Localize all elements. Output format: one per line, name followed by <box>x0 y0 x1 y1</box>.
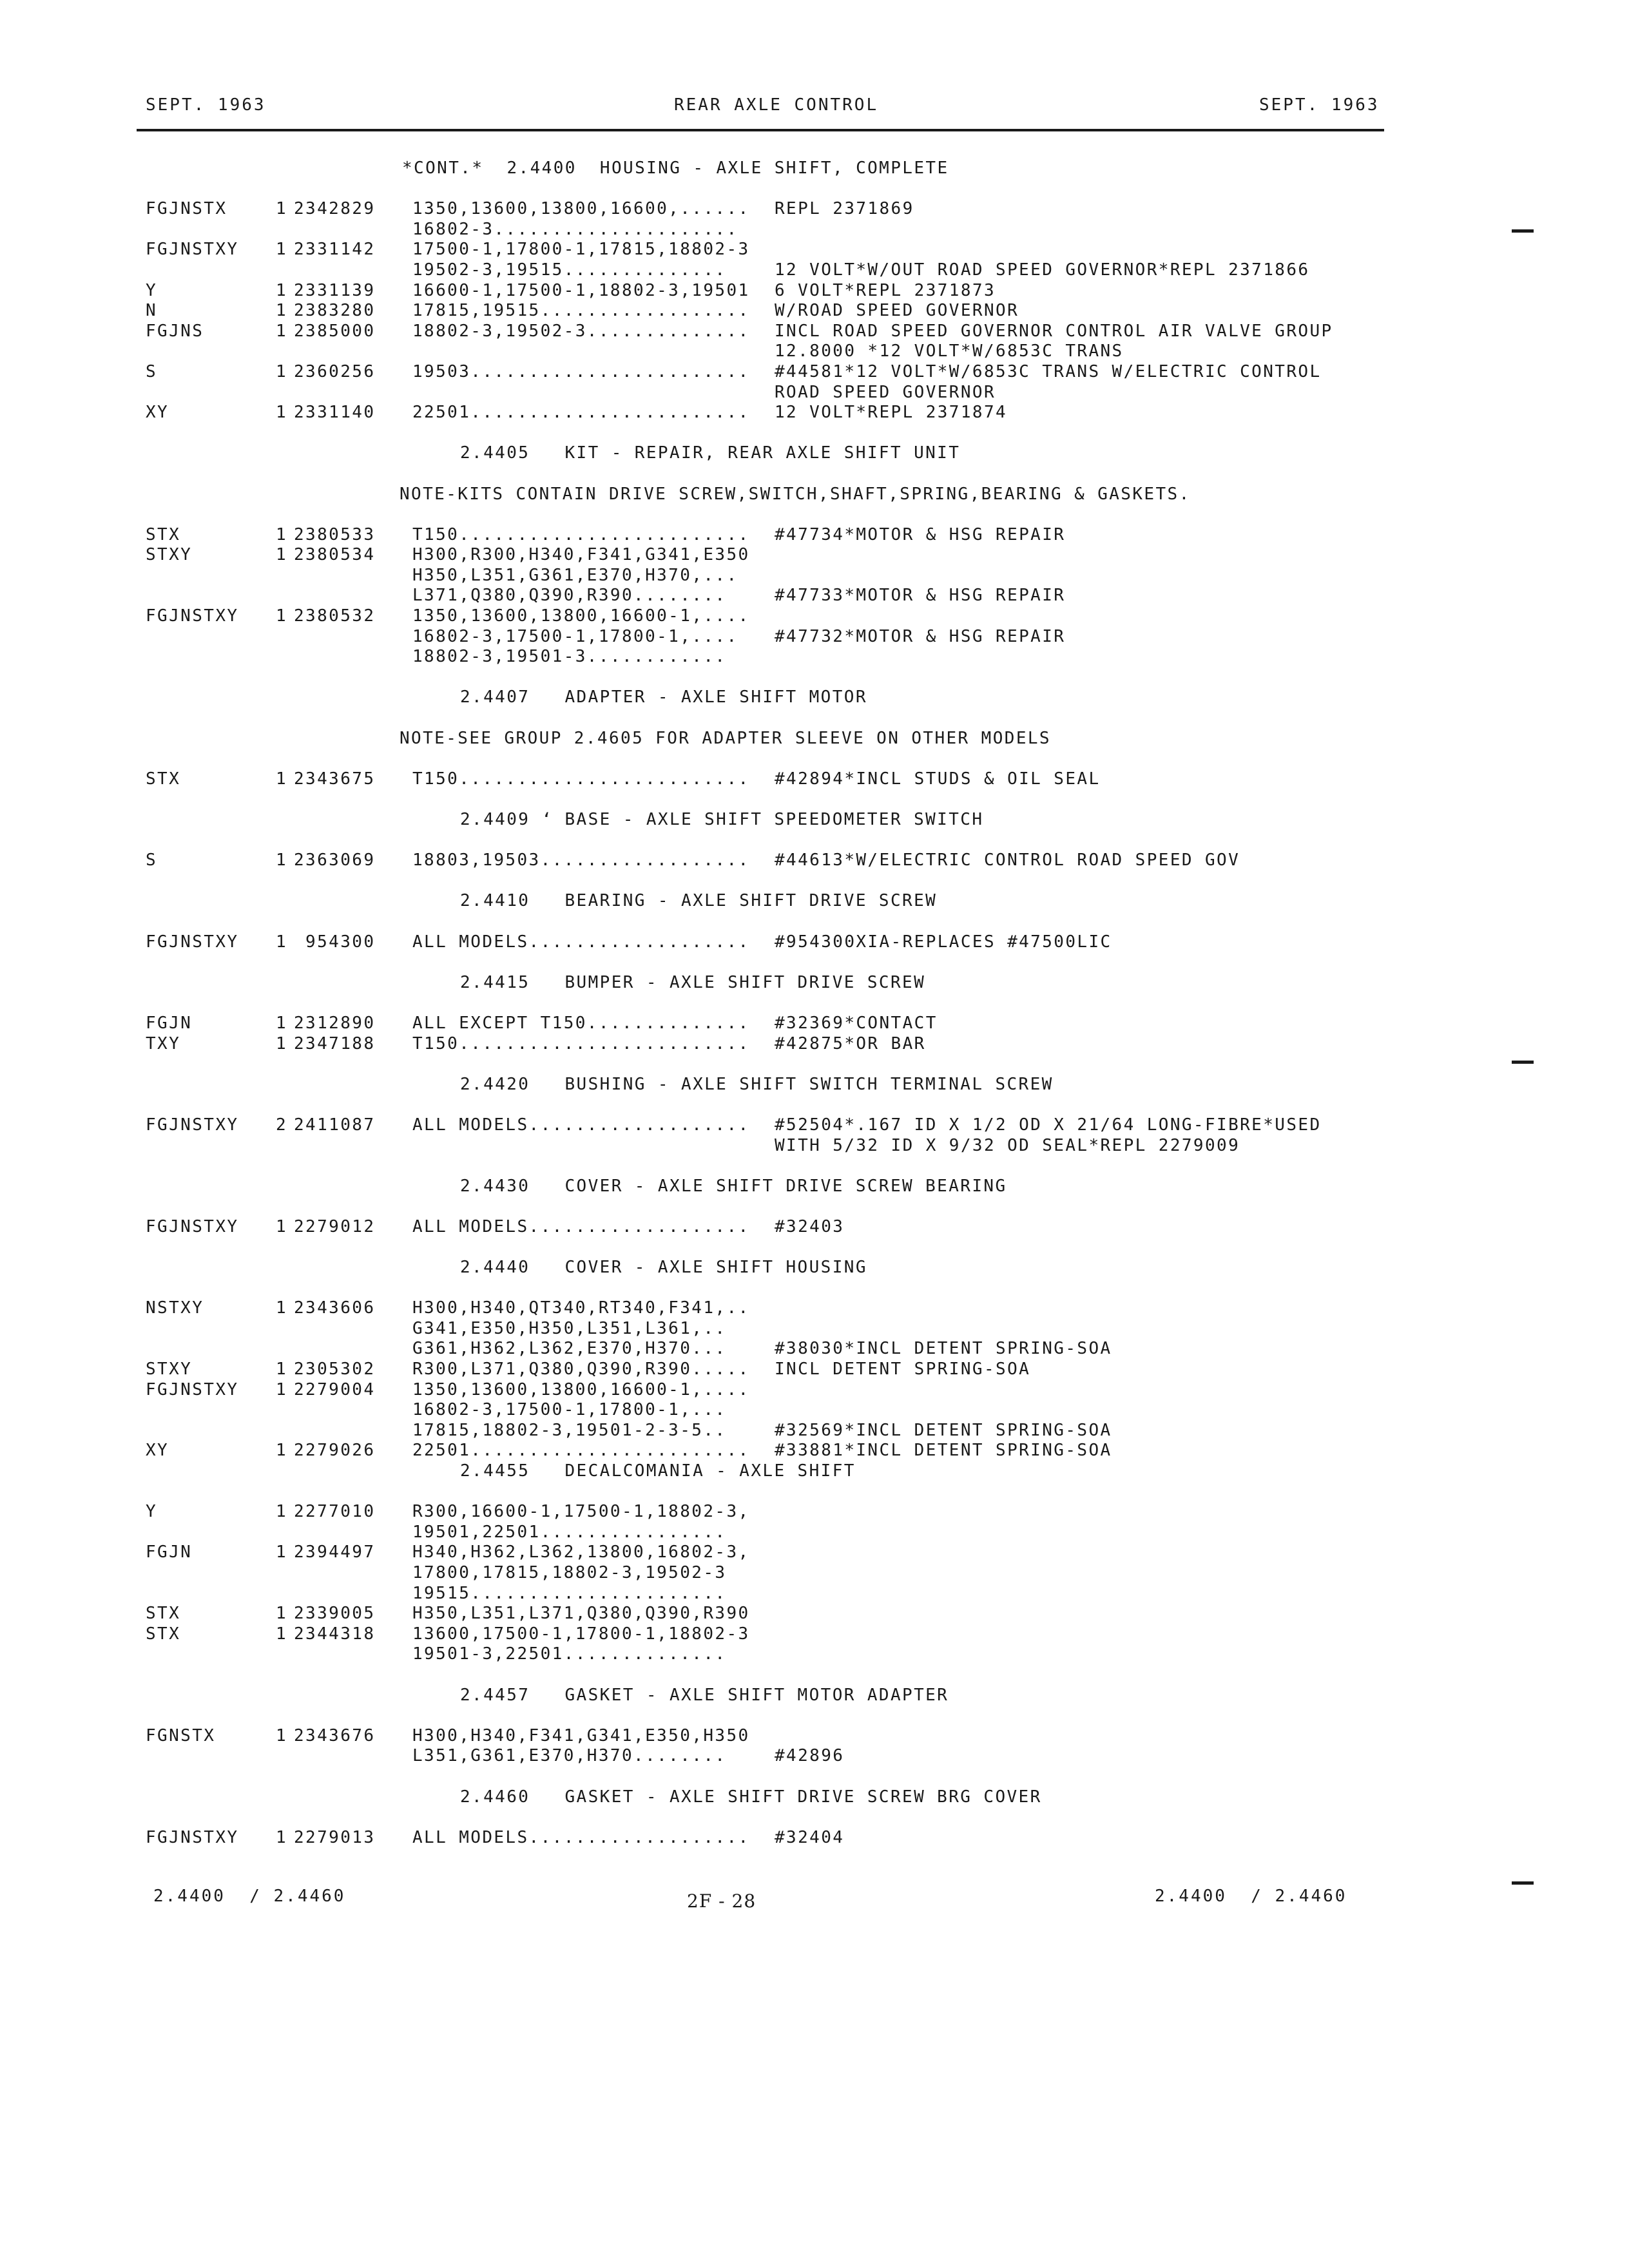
part-number: 2279012 <box>294 1216 376 1236</box>
part-number: 2279013 <box>294 1827 376 1847</box>
part-row <box>146 545 1333 566</box>
section-note <box>146 729 1333 749</box>
part-number: 2331139 <box>294 280 376 300</box>
quantity: 1 <box>276 769 288 789</box>
applicable-models: H350,L351,L371,Q380,Q390,R390 <box>412 1604 750 1624</box>
model-codes: FGJNSTXY <box>146 240 239 260</box>
footer-range-left: 2.4400 / 2.4460 <box>153 1887 346 1906</box>
header-date-right: SEPT. 1963 <box>1259 95 1380 115</box>
blank-line <box>146 1054 1333 1075</box>
applicable-models: T150......................... <box>412 1033 750 1053</box>
description-continued <box>146 383 1333 403</box>
blank-line <box>146 423 1333 444</box>
model-codes: Y <box>146 1502 158 1522</box>
part-row-continued <box>146 1421 1333 1441</box>
model-codes: XY <box>146 1441 169 1461</box>
quantity: 1 <box>276 850 288 870</box>
part-row <box>146 1115 1333 1136</box>
applicable-models: 17500-1,17800-1,17815,18802-3 <box>412 240 750 260</box>
quantity: 1 <box>276 1360 288 1379</box>
part-row-continued <box>146 566 1333 586</box>
part-row-continued <box>146 1563 1333 1584</box>
part-number: 2343676 <box>294 1725 376 1745</box>
model-codes: STX <box>146 1604 181 1624</box>
part-number: 2343675 <box>294 769 376 789</box>
blank-line <box>146 1156 1333 1177</box>
part-description: #44613*W/ELECTRIC CONTROL ROAD SPEED GOV <box>775 850 1240 870</box>
part-row <box>146 1502 1333 1523</box>
part-row <box>146 1604 1333 1624</box>
part-number: 2277010 <box>294 1502 376 1522</box>
section-heading <box>146 973 1333 994</box>
applicable-models: 19515...................... <box>412 1583 727 1603</box>
part-row-continued <box>146 1339 1333 1360</box>
part-number: 2347188 <box>294 1033 376 1053</box>
applicable-models: 19503........................ <box>412 361 750 381</box>
part-number: 2344318 <box>294 1624 376 1644</box>
part-row-continued <box>146 1746 1333 1767</box>
quantity: 1 <box>276 403 288 423</box>
margin-mark <box>1512 1061 1534 1064</box>
part-row <box>146 1380 1333 1401</box>
quantity: 1 <box>276 1502 288 1522</box>
part-description: #32403 <box>775 1216 845 1236</box>
part-row <box>146 850 1333 871</box>
applicable-models: ALL MODELS................... <box>412 1827 750 1847</box>
section-heading <box>146 159 1333 179</box>
section-heading <box>146 1686 1333 1706</box>
applicable-models: L371,Q380,Q390,R390........ <box>412 586 727 606</box>
quantity: 1 <box>276 524 288 544</box>
model-codes: S <box>146 850 158 870</box>
margin-mark <box>1512 229 1534 233</box>
model-codes: FGJNSTXY <box>146 1379 239 1399</box>
blank-line <box>146 505 1333 525</box>
part-description: #954300XIA-REPLACES #47500LIC <box>775 932 1112 952</box>
section-title: 2.4405 KIT - REPAIR, REAR AXLE SHIFT UNIT <box>460 443 961 463</box>
applicable-models: ALL MODELS................... <box>412 932 750 952</box>
part-description: 6 VOLT*REPL 2371873 <box>775 280 996 300</box>
model-codes: XY <box>146 403 169 423</box>
part-number: 2342829 <box>294 199 376 219</box>
part-row-continued <box>146 586 1333 606</box>
part-row <box>146 1298 1333 1319</box>
section-heading <box>146 1177 1333 1197</box>
part-row <box>146 525 1333 546</box>
model-codes: FGJNS <box>146 321 204 341</box>
part-number: 2380534 <box>294 545 376 565</box>
applicable-models: 16802-3,17500-1,17800-1,.... <box>412 626 738 646</box>
model-codes: STXY <box>146 1360 193 1379</box>
model-codes: STXY <box>146 545 193 565</box>
applicable-models: 16802-3..................... <box>412 219 738 239</box>
model-codes: FGJNSTXY <box>146 932 239 952</box>
model-codes: STX <box>146 769 181 789</box>
blank-line <box>146 179 1333 200</box>
blank-line <box>146 1807 1333 1828</box>
part-description: #32404 <box>775 1827 845 1847</box>
applicable-models: G341,E350,H350,L351,L361,.. <box>412 1318 727 1338</box>
section-heading <box>146 443 1333 464</box>
part-row <box>146 199 1333 220</box>
applicable-models: R300,L371,Q380,Q390,R390..... <box>412 1360 750 1379</box>
model-codes: FGJNSTXY <box>146 1827 239 1847</box>
model-codes: TXY <box>146 1033 181 1053</box>
applicable-models: 13600,17500-1,17800-1,18802-3 <box>412 1624 750 1644</box>
part-row <box>146 606 1333 627</box>
part-description: #42894*INCL STUDS & OIL SEAL <box>775 769 1101 789</box>
part-description: #32369*CONTACT <box>775 1013 938 1033</box>
section-title: *CONT.* 2.4400 HOUSING - AXLE SHIFT, COMPLETE <box>402 159 949 178</box>
section-heading <box>146 1461 1333 1482</box>
part-description: WITH 5/32 ID X 9/32 OD SEAL*REPL 2279009 <box>775 1135 1240 1155</box>
part-row <box>146 1828 1333 1849</box>
part-number: 2360256 <box>294 361 376 381</box>
model-codes: FGJNSTXY <box>146 1216 239 1236</box>
part-row-continued <box>146 1584 1333 1604</box>
blank-line <box>146 1095 1333 1115</box>
section-title: 2.4410 BEARING - AXLE SHIFT DRIVE SCREW <box>460 891 938 911</box>
part-row <box>146 1014 1333 1034</box>
blank-line <box>146 993 1333 1014</box>
quantity: 1 <box>276 301 288 321</box>
blank-line <box>146 464 1333 485</box>
part-row <box>146 1441 1333 1461</box>
part-row <box>146 1726 1333 1747</box>
note-text: NOTE-KITS CONTAIN DRIVE SCREW,SWITCH,SHAFT,SPRING,BEARING & GASKETS. <box>400 484 1191 504</box>
part-number: 2339005 <box>294 1604 376 1624</box>
part-row <box>146 1624 1333 1645</box>
part-row-continued <box>146 260 1333 281</box>
quantity: 1 <box>276 321 288 341</box>
blank-line <box>146 1706 1333 1726</box>
part-description: INCL DETENT SPRING-SOA <box>775 1360 1031 1379</box>
applicable-models: 22501........................ <box>412 1441 750 1461</box>
section-title: 2.4407 ADAPTER - AXLE SHIFT MOTOR <box>460 687 867 707</box>
quantity: 1 <box>276 280 288 300</box>
quantity: 1 <box>276 1624 288 1644</box>
part-description: 12 VOLT*W/OUT ROAD SPEED GOVERNOR*REPL 2371866 <box>775 260 1310 280</box>
blank-line <box>146 952 1333 973</box>
quantity: 1 <box>276 361 288 381</box>
quantity: 1 <box>276 1441 288 1461</box>
blank-line <box>146 831 1333 851</box>
quantity: 1 <box>276 1604 288 1624</box>
part-row <box>146 403 1333 423</box>
applicable-models: G361,H362,L362,E370,H370... <box>412 1339 727 1359</box>
model-codes: FGJNSTXY <box>146 1115 239 1135</box>
section-title: 2.4457 GASKET - AXLE SHIFT MOTOR ADAPTER <box>460 1685 949 1705</box>
applicable-models: 16802-3,17500-1,17800-1,... <box>412 1400 727 1420</box>
part-number: 2279004 <box>294 1379 376 1399</box>
section-title: 2.4440 COVER - AXLE SHIFT HOUSING <box>460 1258 867 1278</box>
quantity: 1 <box>276 1298 288 1318</box>
model-codes: NSTXY <box>146 1298 204 1318</box>
applicable-models: 22501........................ <box>412 403 750 423</box>
part-number: 2411087 <box>294 1115 376 1135</box>
section-heading <box>146 891 1333 912</box>
applicable-models: T150......................... <box>412 524 750 544</box>
part-number: 2305302 <box>294 1360 376 1379</box>
part-row <box>146 1217 1333 1238</box>
quantity: 1 <box>276 1379 288 1399</box>
blank-line <box>146 1237 1333 1258</box>
applicable-models: 1350,13600,13800,16600-1,.... <box>412 1379 750 1399</box>
section-title: 2.4430 COVER - AXLE SHIFT DRIVE SCREW BEARING <box>460 1176 1007 1196</box>
part-number: 954300 <box>294 932 376 952</box>
applicable-models: 18802-3,19502-3.............. <box>412 321 750 341</box>
applicable-models: 17815,18802-3,19501-2-3-5.. <box>412 1420 727 1440</box>
blank-line <box>146 912 1333 932</box>
part-number: 2279026 <box>294 1441 376 1461</box>
model-codes: FGJNSTX <box>146 199 227 219</box>
quantity: 1 <box>276 199 288 219</box>
part-description: #52504*.167 ID X 1/2 OD X 21/64 LONG-FIBRE*USED <box>775 1115 1322 1135</box>
section-heading <box>146 1258 1333 1278</box>
blank-line <box>146 708 1333 729</box>
part-description: #44581*12 VOLT*W/6853C TRANS W/ELECTRIC CONTROL <box>775 361 1322 381</box>
quantity: 1 <box>276 606 288 626</box>
description-continued <box>146 341 1333 362</box>
section-heading <box>146 810 1333 831</box>
section-title: 2.4415 BUMPER - AXLE SHIFT DRIVE SCREW <box>460 972 926 992</box>
applicable-models: R300,16600-1,17500-1,18802-3, <box>412 1502 750 1522</box>
blank-line <box>146 1482 1333 1503</box>
applicable-models: 16600-1,17500-1,18802-3,19501 <box>412 280 750 300</box>
model-codes: FGJN <box>146 1542 193 1562</box>
model-codes: FGJN <box>146 1013 193 1033</box>
model-codes: STX <box>146 1624 181 1644</box>
part-number: 2312890 <box>294 1013 376 1033</box>
applicable-models: 1350,13600,13800,16600,...... <box>412 199 750 219</box>
applicable-models: H300,R300,H340,F341,G341,E350 <box>412 545 750 565</box>
applicable-models: H350,L351,G361,E370,H370,... <box>412 565 738 585</box>
part-row <box>146 240 1333 260</box>
part-row <box>146 281 1333 302</box>
part-number: 2385000 <box>294 321 376 341</box>
blank-line <box>146 668 1333 688</box>
part-description: INCL ROAD SPEED GOVERNOR CONTROL AIR VALVE GROUP <box>775 321 1333 341</box>
footer-page-number: 2F - 28 <box>687 1890 757 1912</box>
margin-mark <box>1512 1881 1534 1885</box>
part-description: #32569*INCL DETENT SPRING-SOA <box>775 1420 1112 1440</box>
model-codes: N <box>146 301 158 321</box>
part-number: 2363069 <box>294 850 376 870</box>
part-row-continued <box>146 1523 1333 1543</box>
quantity: 1 <box>276 1033 288 1053</box>
part-row-continued <box>146 1319 1333 1340</box>
applicable-models: 17800,17815,18802-3,19502-3 <box>412 1562 727 1582</box>
header-rule <box>137 129 1384 131</box>
part-row <box>146 1360 1333 1380</box>
part-description: #47732*MOTOR & HSG REPAIR <box>775 626 1066 646</box>
applicable-models: T150......................... <box>412 769 750 789</box>
blank-line <box>146 789 1333 810</box>
part-description: ROAD SPEED GOVERNOR <box>775 382 996 402</box>
part-row <box>146 769 1333 790</box>
section-title: 2.4455 DECALCOMANIA - AXLE SHIFT <box>460 1461 856 1481</box>
quantity: 1 <box>276 1725 288 1745</box>
section-heading <box>146 1787 1333 1808</box>
section-title: 2.4460 GASKET - AXLE SHIFT DRIVE SCREW BRG COVER <box>460 1787 1042 1807</box>
quantity: 1 <box>276 932 288 952</box>
applicable-models: ALL MODELS................... <box>412 1216 750 1236</box>
applicable-models: H300,H340,F341,G341,E350,H350 <box>412 1725 750 1745</box>
part-number: 2380532 <box>294 606 376 626</box>
quantity: 1 <box>276 1216 288 1236</box>
part-description: #38030*INCL DETENT SPRING-SOA <box>775 1339 1112 1359</box>
blank-line <box>146 1278 1333 1299</box>
part-row <box>146 932 1333 953</box>
section-title: 2.4420 BUSHING - AXLE SHIFT SWITCH TERMINAL SCREW <box>460 1074 1054 1094</box>
model-codes: Y <box>146 280 158 300</box>
part-row <box>146 1542 1333 1563</box>
blank-line <box>146 871 1333 892</box>
part-row-continued <box>146 220 1333 240</box>
applicable-models: 17815,19515.................. <box>412 301 750 321</box>
section-heading <box>146 1075 1333 1095</box>
applicable-models: 18803,19503.................. <box>412 850 750 870</box>
section-note <box>146 485 1333 505</box>
part-row <box>146 362 1333 383</box>
applicable-models: 18802-3,19501-3............ <box>412 647 727 667</box>
header-date-left: SEPT. 1963 <box>146 95 266 115</box>
part-row-continued <box>146 1400 1333 1421</box>
part-number: 2383280 <box>294 301 376 321</box>
part-description: 12 VOLT*REPL 2371874 <box>775 403 1008 423</box>
part-description: #42875*OR BAR <box>775 1033 926 1053</box>
part-number: 2331140 <box>294 403 376 423</box>
applicable-models: L351,G361,E370,H370........ <box>412 1746 727 1766</box>
quantity: 1 <box>276 1542 288 1562</box>
part-row <box>146 322 1333 342</box>
part-description: #47733*MOTOR & HSG REPAIR <box>775 586 1066 606</box>
model-codes: FGNSTX <box>146 1725 216 1745</box>
blank-line <box>146 1767 1333 1787</box>
quantity: 2 <box>276 1115 288 1135</box>
model-codes: S <box>146 361 158 381</box>
section-heading <box>146 687 1333 708</box>
applicable-models: 19502-3,19515.............. <box>412 260 727 280</box>
part-description: REPL 2371869 <box>775 199 914 219</box>
section-title: 2.4409 ʻ BASE - AXLE SHIFT SPEEDOMETER SWITCH <box>460 810 984 829</box>
part-description: #42896 <box>775 1746 845 1766</box>
quantity: 1 <box>276 1827 288 1847</box>
quantity: 1 <box>276 240 288 260</box>
applicable-models: H340,H362,L362,13800,16802-3, <box>412 1542 750 1562</box>
part-row <box>146 301 1333 322</box>
part-description: #47734*MOTOR & HSG REPAIR <box>775 524 1066 544</box>
applicable-models: 19501-3,22501.............. <box>412 1644 727 1664</box>
part-description: #33881*INCL DETENT SPRING-SOA <box>775 1441 1112 1461</box>
part-number: 2331142 <box>294 240 376 260</box>
footer-range-right: 2.4400 / 2.4460 <box>1155 1887 1347 1906</box>
model-codes: FGJNSTXY <box>146 606 239 626</box>
description-continued <box>146 1136 1333 1157</box>
quantity: 1 <box>276 1013 288 1033</box>
part-number: 2380533 <box>294 524 376 544</box>
model-codes: STX <box>146 524 181 544</box>
blank-line <box>146 1196 1333 1217</box>
applicable-models: ALL MODELS................... <box>412 1115 750 1135</box>
applicable-models: ALL EXCEPT T150.............. <box>412 1013 750 1033</box>
part-row-continued <box>146 627 1333 648</box>
part-description: W/ROAD SPEED GOVERNOR <box>775 301 1019 321</box>
applicable-models: 1350,13600,13800,16600-1,.... <box>412 606 750 626</box>
part-number: 2343606 <box>294 1298 376 1318</box>
blank-line <box>146 1665 1333 1686</box>
part-number: 2394497 <box>294 1542 376 1562</box>
header-title: REAR AXLE CONTROL <box>674 95 879 115</box>
note-text: NOTE-SEE GROUP 2.4605 FOR ADAPTER SLEEVE ON OTHER MODELS <box>400 728 1051 748</box>
applicable-models: H300,H340,QT340,RT340,F341,.. <box>412 1298 750 1318</box>
parts-list <box>146 159 1333 1848</box>
part-row <box>146 1034 1333 1055</box>
blank-line <box>146 749 1333 769</box>
quantity: 1 <box>276 545 288 565</box>
applicable-models: 19501,22501................ <box>412 1522 727 1542</box>
part-row-continued <box>146 1644 1333 1665</box>
part-description: 12.8000 *12 VOLT*W/6853C TRANS <box>775 341 1124 361</box>
part-row-continued <box>146 647 1333 668</box>
